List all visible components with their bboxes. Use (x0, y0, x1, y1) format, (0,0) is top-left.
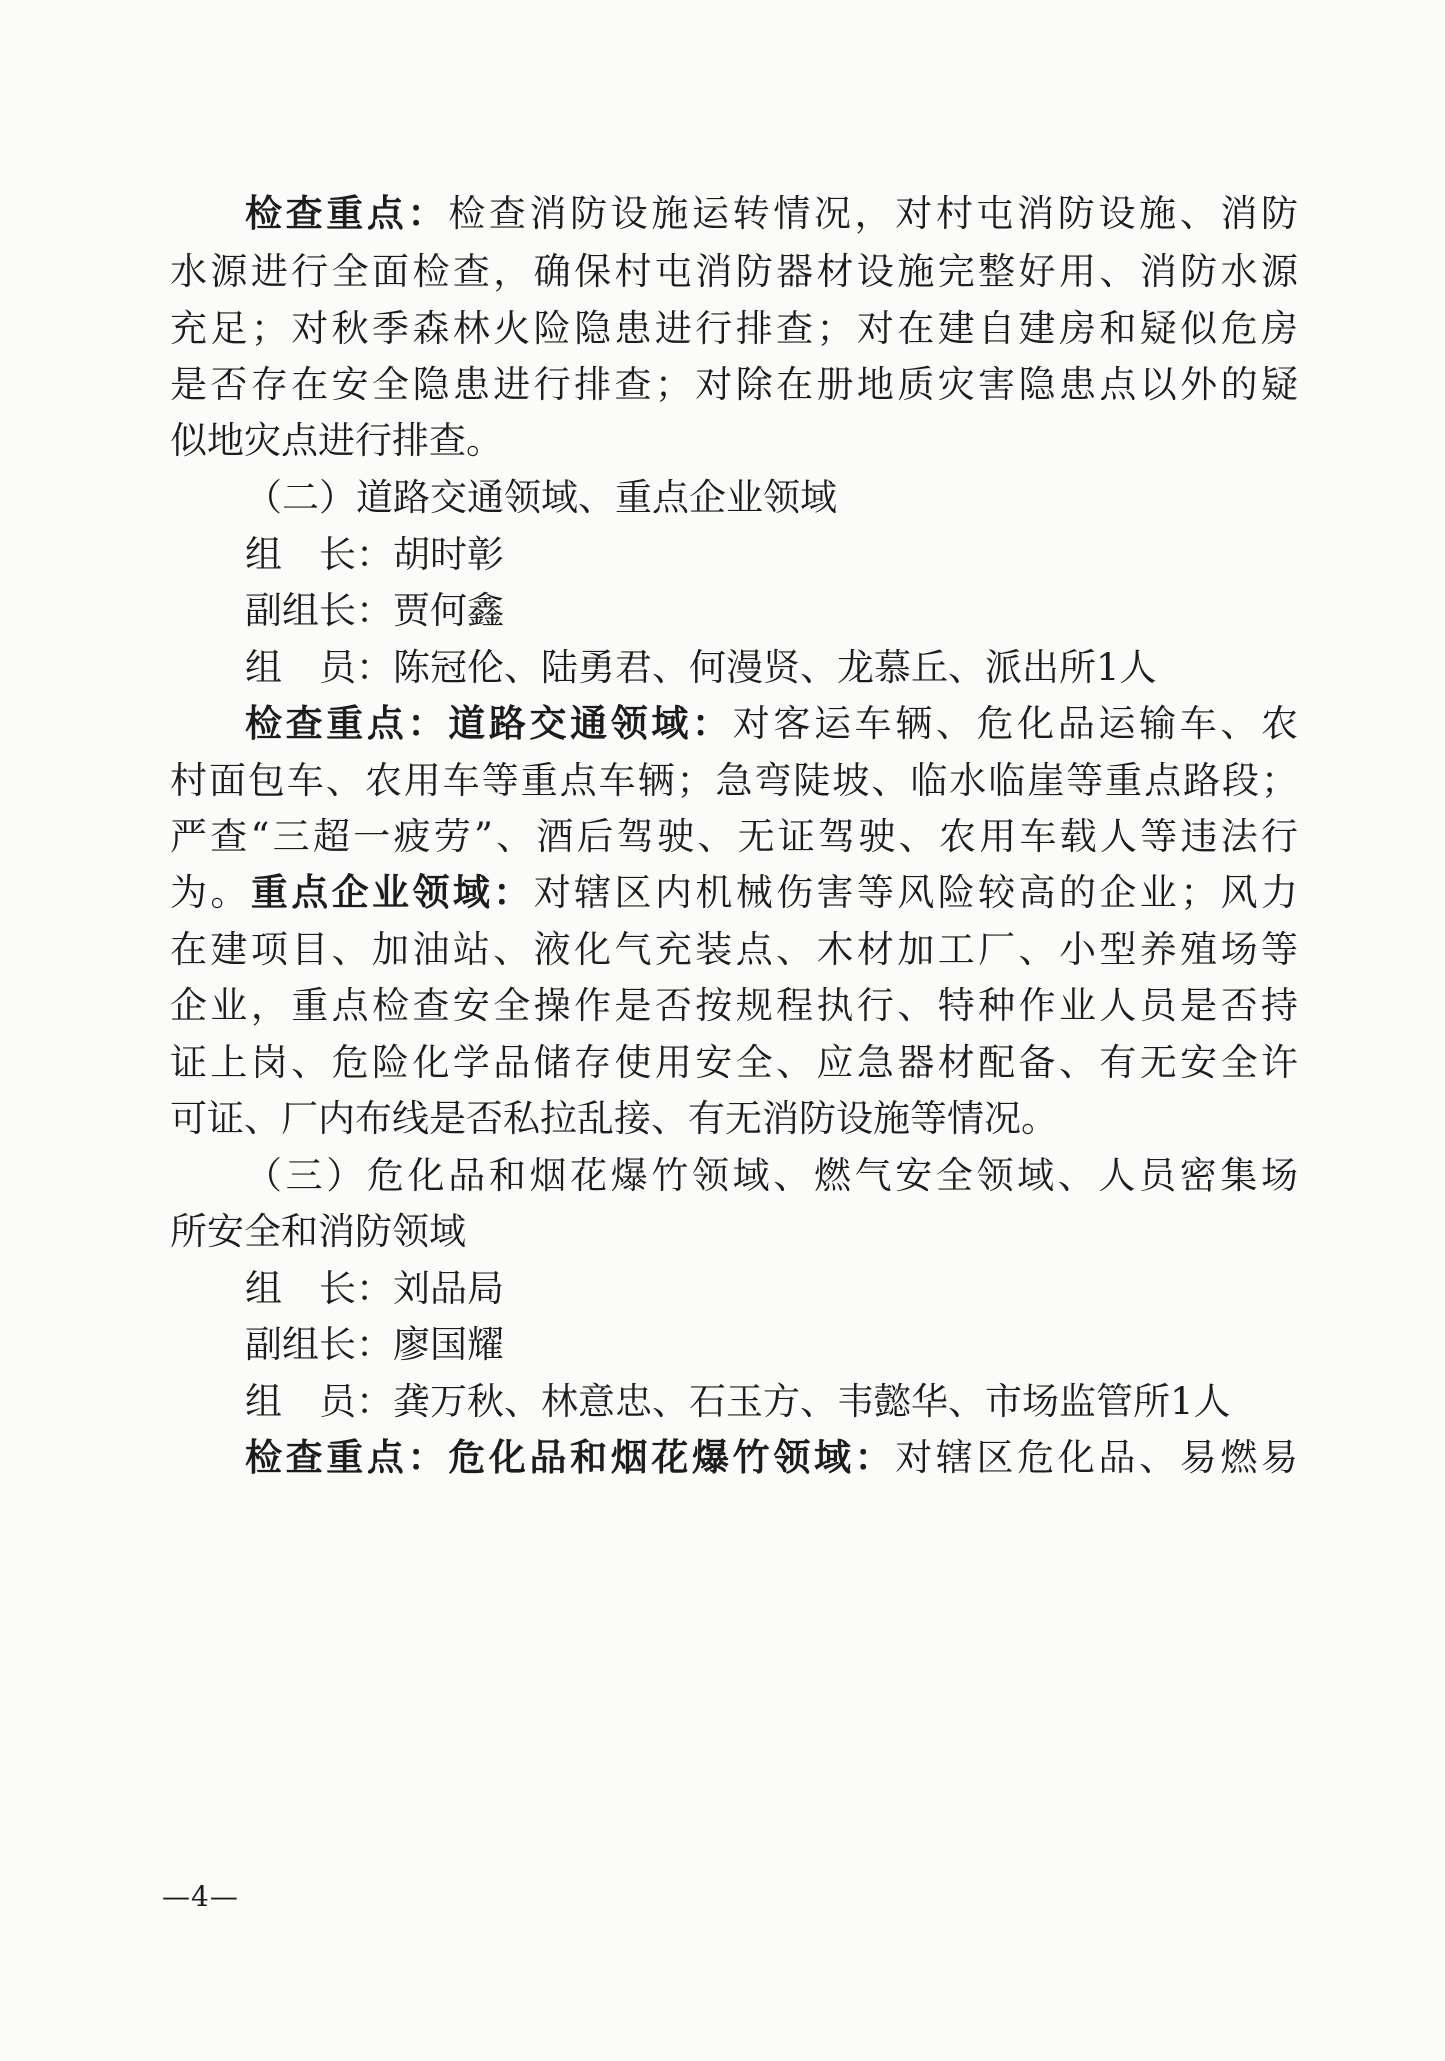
text-line: 村面包车、农用车等重点车辆；急弯陡坡、临水临崖等重点路段； (170, 759, 1298, 802)
focus-line (245, 1427, 1298, 1481)
text-line: 可证、厂内布线是否私拉乱接、有无消防设施等情况。 (170, 1097, 1058, 1140)
text-line: 证上岗、危险化学品储存使用安全、应急器材配备、有无安全许 (170, 1041, 1298, 1084)
text-line: 充足；对秋季森林火险隐患进行排查；对在建自建房和疑似危房 (170, 307, 1298, 350)
group-members: 组 员：龚万秋、林意忠、石玉方、韦懿华、市场监管所1人 (245, 1380, 1231, 1423)
section-heading: （三）危化品和烟花爆竹领域、燃气安全领域、人员密集场 (245, 1154, 1298, 1197)
text-line: 是否存在安全隐患进行排查；对除在册地质灾害隐患点以外的疑 (170, 363, 1298, 406)
section-heading-cont: 所安全和消防领域 (170, 1210, 466, 1253)
group-members: 组 员：陈冠伦、陆勇君、何漫贤、龙慕丘、派出所1人 (245, 646, 1157, 689)
text-line: 水源进行全面检查，确保村屯消防器材设施完整好用、消防水源 (170, 250, 1298, 293)
focus-text: 检查消防设施运转情况，对村屯消防设施、消防 (448, 192, 1299, 235)
page-number: —4— (162, 1880, 239, 1913)
text-line: 严查“三超一疲劳”、酒后驾驶、无证驾驶、农用车载人等违法行 (170, 815, 1298, 858)
hazchem-label: 危化品和烟花爆竹领域： (448, 1435, 896, 1479)
focus-label: 检查重点： (245, 1435, 449, 1479)
text-line: 在建项目、加油站、液化气充装点、木材加工厂、小型养殖场等 (170, 928, 1298, 971)
road-label: 道路交通领域： (448, 701, 733, 745)
group-leader: 组 长：胡时彰 (245, 533, 504, 576)
group-leader: 组 长：刘品局 (245, 1267, 504, 1310)
enterprise-label: 重点企业领域： (250, 870, 534, 914)
focus-text: 对辖区危化品、易燃易 (895, 1436, 1299, 1479)
focus-label: 检查重点： (245, 191, 449, 235)
focus-label: 检查重点： (245, 701, 449, 745)
focus-line-1 (245, 183, 1298, 237)
focus-line (245, 693, 1298, 747)
text-line: 似地灾点进行排查。 (170, 419, 503, 462)
text-fragment: 对辖区内机械伤害等风险较高的企业；风力 (533, 871, 1299, 914)
section-heading: （二）道路交通领域、重点企业领域 (245, 476, 837, 519)
text-line (170, 862, 1298, 916)
text-fragment: 为。 (170, 871, 251, 914)
text-line: 企业，重点检查安全操作是否按规程执行、特种作业人员是否持 (170, 984, 1298, 1027)
focus-text: 对客运车辆、危化品运输车、农 (732, 702, 1299, 745)
group-deputy: 副组长：贾何鑫 (245, 589, 504, 632)
group-deputy: 副组长：廖国耀 (245, 1323, 504, 1366)
